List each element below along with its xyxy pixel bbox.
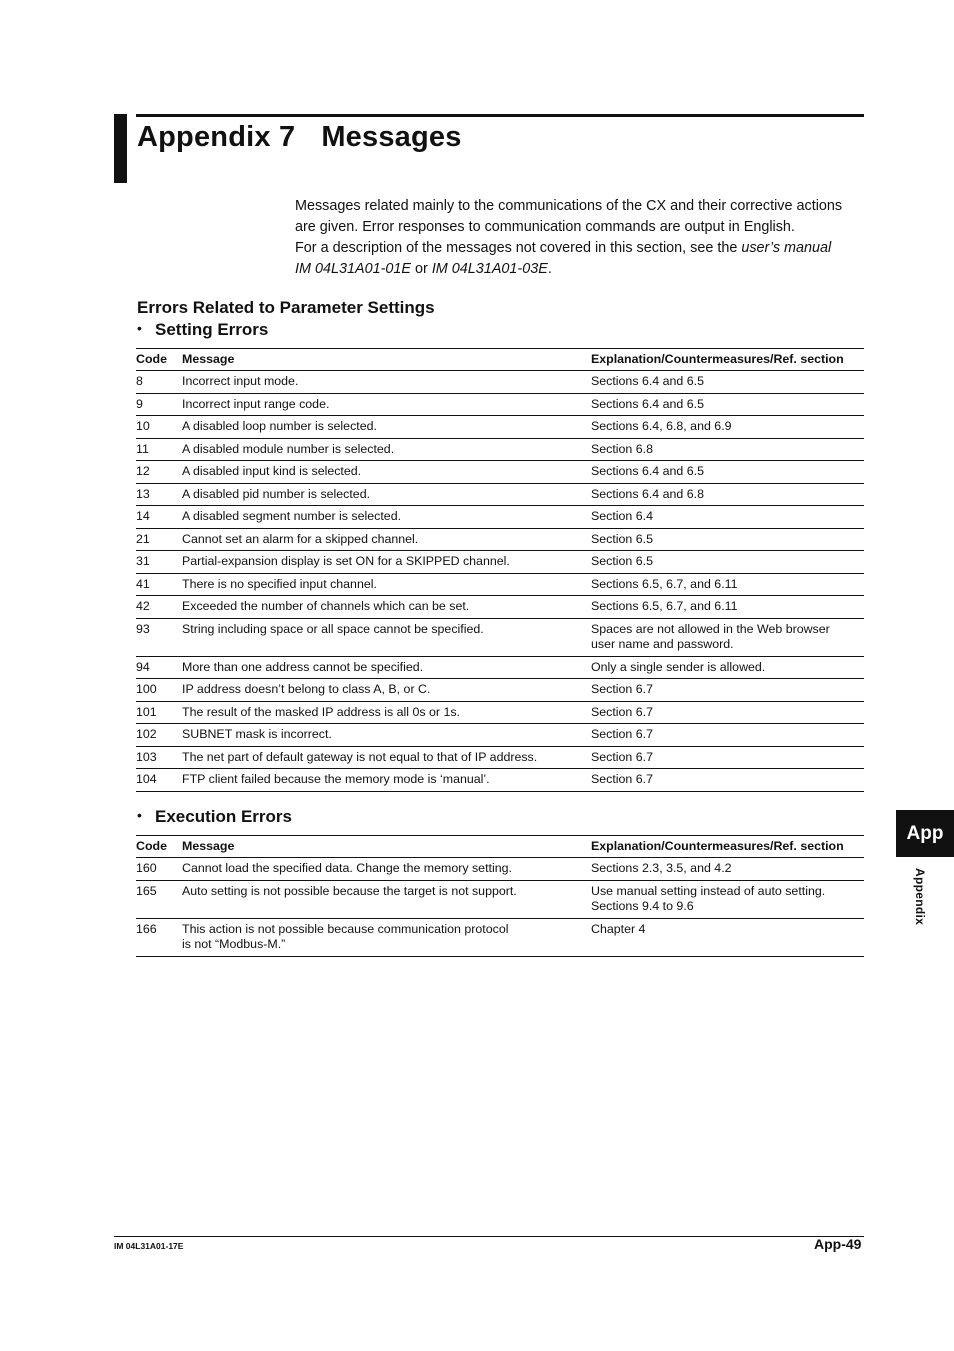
cell-code: 104 (136, 769, 182, 792)
cell-explanation: Sections 6.4 and 6.5 (591, 461, 864, 484)
cell-explanation: Sections 6.4 and 6.5 (591, 371, 864, 394)
title-text: Messages (321, 121, 462, 153)
cell-message: Exceeded the number of channels which can be set. (182, 596, 591, 619)
cell-explanation: Sections 6.4 and 6.8 (591, 483, 864, 506)
manual-id-1: IM 04L31A01-01E (295, 261, 412, 277)
cell-message: Auto setting is not possible because the target is not support. (182, 880, 591, 918)
table-row (136, 416, 864, 439)
cell-code: 102 (136, 724, 182, 747)
cell-message: Incorrect input range code. (182, 393, 591, 416)
subsection-heading-execution-errors: • Execution Errors (137, 807, 292, 826)
intro-line: Messages related mainly to the communications of the CX and their corrective actions (295, 198, 843, 214)
bullet-icon: • (137, 320, 142, 336)
appendix-tab[interactable]: App (896, 810, 954, 857)
column-header-explanation: Explanation/Countermeasures/Ref. section (591, 836, 864, 858)
cell-explanation: Section 6.4 (591, 506, 864, 529)
setting-errors-table (136, 348, 864, 792)
cell-code: 93 (136, 618, 182, 656)
cell-message: The net part of default gateway is not equal to that of IP address. (182, 746, 591, 769)
cell-message: A disabled segment number is selected. (182, 506, 591, 529)
intro-line: IM 04L31A01-01E or IM 04L31A01-03E. (295, 261, 552, 277)
page-title (137, 121, 462, 154)
cell-code: 42 (136, 596, 182, 619)
table-row (136, 461, 864, 484)
table-row (136, 880, 864, 918)
cell-code: 165 (136, 880, 182, 918)
cell-message: String including space or all space cannot be specified. (182, 618, 591, 656)
cell-message: IP address doesn’t belong to class A, B, or C. (182, 679, 591, 702)
cell-explanation: Sections 6.4, 6.8, and 6.9 (591, 416, 864, 439)
cell-explanation: Section 6.7 (591, 679, 864, 702)
footer-doc-id: IM 04L31A01-17E (114, 1241, 184, 1251)
manual-id-2: IM 04L31A01-03E (431, 261, 548, 277)
footer-rule (114, 1236, 864, 1237)
cell-code: 14 (136, 506, 182, 529)
cell-code: 11 (136, 438, 182, 461)
title-rule (136, 114, 864, 117)
cell-code: 41 (136, 573, 182, 596)
intro-line: For a description of the messages not covered in this section, see the user’s manual (295, 240, 832, 256)
table-header-row (136, 349, 864, 371)
manual-reference: user’s manual (741, 240, 832, 256)
cell-message: More than one address cannot be specified. (182, 656, 591, 679)
cell-code: 160 (136, 858, 182, 881)
title-marker-bar (114, 114, 127, 183)
table-header-row (136, 836, 864, 858)
table-row (136, 483, 864, 506)
table-row (136, 858, 864, 881)
column-header-message: Message (182, 349, 591, 371)
cell-explanation: Section 6.8 (591, 438, 864, 461)
intro-paragraph (295, 196, 865, 280)
cell-code: 9 (136, 393, 182, 416)
cell-code: 166 (136, 918, 182, 956)
cell-message: The result of the masked IP address is all 0s or 1s. (182, 701, 591, 724)
cell-explanation: Sections 6.5, 6.7, and 6.11 (591, 596, 864, 619)
table-row (136, 701, 864, 724)
table-row (136, 918, 864, 956)
setting-errors-body (136, 371, 864, 792)
cell-explanation: Sections 6.5, 6.7, and 6.11 (591, 573, 864, 596)
table-row (136, 438, 864, 461)
table-row (136, 551, 864, 574)
cell-message: A disabled pid number is selected. (182, 483, 591, 506)
table-row (136, 506, 864, 529)
table-row (136, 528, 864, 551)
appendix-vertical-label: Appendix (913, 868, 927, 926)
cell-explanation: Only a single sender is allowed. (591, 656, 864, 679)
cell-explanation: Spaces are not allowed in the Web browser user name and password. (591, 618, 864, 656)
cell-explanation: Section 6.7 (591, 746, 864, 769)
cell-code: 12 (136, 461, 182, 484)
cell-explanation: Section 6.7 (591, 769, 864, 792)
column-header-message: Message (182, 836, 591, 858)
cell-explanation: Section 6.5 (591, 551, 864, 574)
cell-explanation: Chapter 4 (591, 918, 864, 956)
cell-code: 10 (136, 416, 182, 439)
table-row (136, 618, 864, 656)
cell-message: FTP client failed because the memory mode is ‘manual’. (182, 769, 591, 792)
cell-message: SUBNET mask is incorrect. (182, 724, 591, 747)
table-row (136, 769, 864, 792)
cell-message: A disabled loop number is selected. (182, 416, 591, 439)
cell-code: 94 (136, 656, 182, 679)
title-number: Appendix 7 (137, 121, 296, 153)
cell-explanation: Sections 6.4 and 6.5 (591, 393, 864, 416)
execution-errors-table (136, 835, 864, 957)
cell-explanation: Use manual setting instead of auto setting. Sections 9.4 to 9.6 (591, 880, 864, 918)
intro-line: are given. Error responses to communication commands are output in English. (295, 219, 795, 235)
cell-message: A disabled module number is selected. (182, 438, 591, 461)
table-row (136, 724, 864, 747)
cell-message: Incorrect input mode. (182, 371, 591, 394)
cell-explanation: Section 6.5 (591, 528, 864, 551)
cell-code: 101 (136, 701, 182, 724)
cell-message: Cannot load the specified data. Change the memory setting. (182, 858, 591, 881)
cell-message: A disabled input kind is selected. (182, 461, 591, 484)
cell-message: Partial-expansion display is set ON for a SKIPPED channel. (182, 551, 591, 574)
bullet-icon: • (137, 807, 142, 823)
section-heading: Errors Related to Parameter Settings (137, 298, 435, 317)
column-header-explanation: Explanation/Countermeasures/Ref. section (591, 349, 864, 371)
cell-code: 100 (136, 679, 182, 702)
column-header-code: Code (136, 349, 182, 371)
cell-code: 21 (136, 528, 182, 551)
cell-message: There is no specified input channel. (182, 573, 591, 596)
cell-code: 8 (136, 371, 182, 394)
table-row (136, 371, 864, 394)
table-row (136, 746, 864, 769)
column-header-code: Code (136, 836, 182, 858)
table-row (136, 573, 864, 596)
cell-explanation: Section 6.7 (591, 724, 864, 747)
cell-message: Cannot set an alarm for a skipped channel. (182, 528, 591, 551)
table-row (136, 679, 864, 702)
cell-explanation: Sections 2.3, 3.5, and 4.2 (591, 858, 864, 881)
table-row (136, 656, 864, 679)
cell-code: 31 (136, 551, 182, 574)
cell-message: This action is not possible because communication protocol is not “Modbus-M.” (182, 918, 591, 956)
subsection-heading-setting-errors: • Setting Errors (137, 320, 269, 339)
execution-errors-body (136, 858, 864, 957)
cell-explanation: Section 6.7 (591, 701, 864, 724)
cell-code: 13 (136, 483, 182, 506)
cell-code: 103 (136, 746, 182, 769)
table-row (136, 393, 864, 416)
footer-page-number: App-49 (814, 1236, 862, 1252)
table-row (136, 596, 864, 619)
